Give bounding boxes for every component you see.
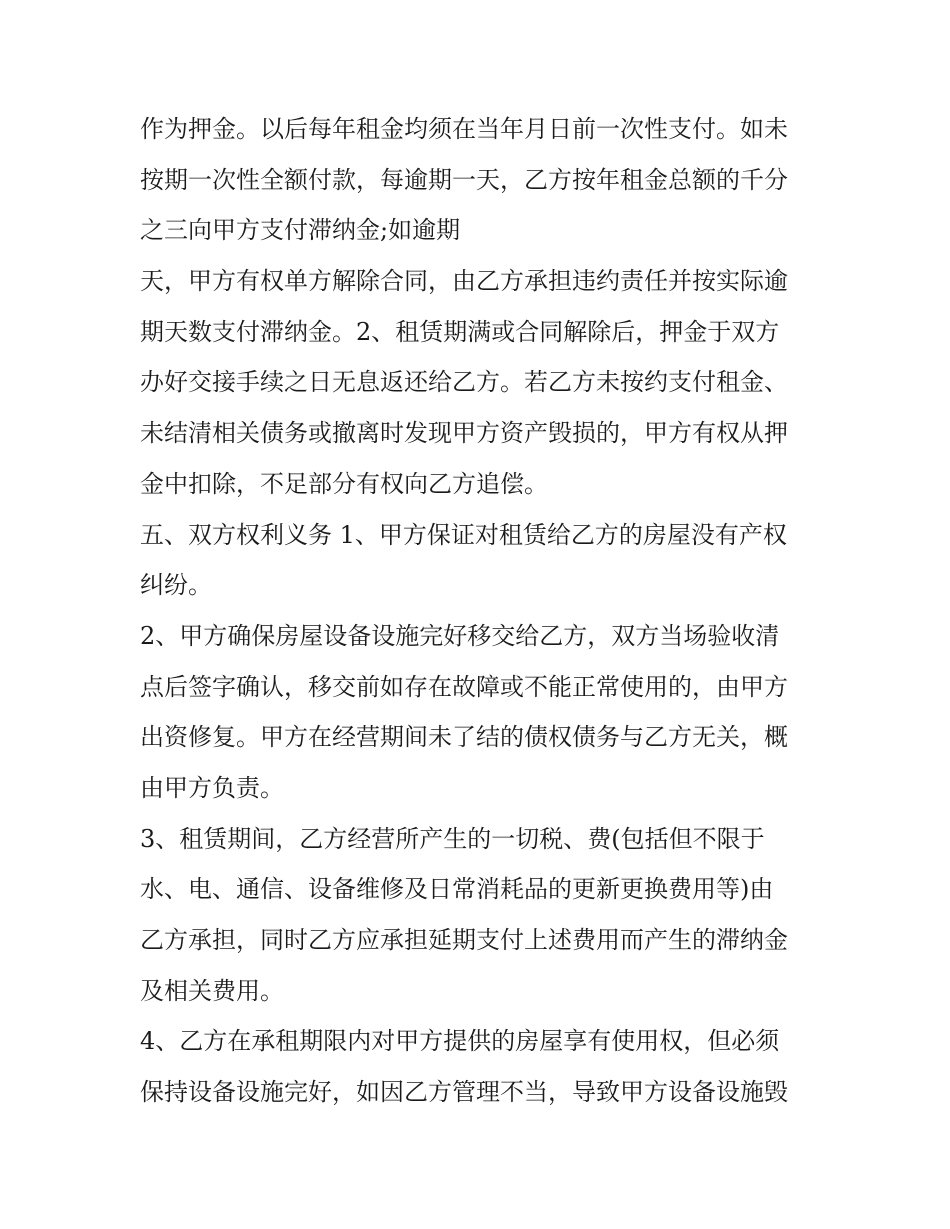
text-line-18: 及相关费用。 (140, 976, 284, 1005)
section-heading-line: 五、双方权利义务 1、甲方保证对租赁给乙方的房屋没有产权 (140, 520, 787, 549)
text-line-4: 天，甲方有权单方解除合同，由乙方承担违约责任并按实际逾 (140, 267, 788, 296)
text-line-1: 作为押金。以后每年租金均须在当年月日前一次性支付。如未 (140, 115, 788, 143)
text-line-7: 未结清相关债务或撤离时发现甲方资产毁损的，甲方有权从押 (140, 419, 788, 448)
text-line-12: 点后签字确认，移交前如存在故障或不能正常使用的，由甲方 (140, 672, 788, 701)
text-line-19: 4、乙方在承租期限内对甲方提供的房屋享有使用权，但必须 (140, 1027, 780, 1056)
text-line-8: 金中扣除，不足部分有权向乙方追偿。 (140, 469, 548, 498)
text-line-13: 出资修复。甲方在经营期间未了结的债权债务与乙方无关，概 (140, 723, 788, 752)
document-body (140, 104, 820, 1118)
text-line-20: 保持设备设施完好，如因乙方管理不当，导致甲方设备设施毁 (140, 1078, 788, 1107)
text-line-6: 办好交接手续之日无息返还给乙方。若乙方未按约支付租金、 (140, 368, 788, 397)
text-line-3: 之三向甲方支付滞纳金;如逾期 (140, 216, 461, 245)
text-line-14: 由甲方负责。 (140, 773, 284, 802)
text-line-15: 3、租赁期间，乙方经营所产生的一切税、费(包括但不限于 (140, 824, 765, 853)
text-line-2: 按期一次性全额付款，每逾期一天，乙方按年租金总额的千分 (140, 165, 788, 194)
text-line-11: 2、甲方确保房屋设备设施完好移交给乙方，双方当场验收清 (140, 621, 780, 650)
text-line-16: 水、电、通信、设备维修及日常消耗品的更新更换费用等)由 (140, 875, 774, 904)
text-line-5: 期天数支付滞纳金。2、租赁期满或合同解除后，押金于双方 (140, 317, 780, 346)
text-line-10: 纠纷。 (140, 571, 212, 600)
text-line-17: 乙方承担，同时乙方应承担延期支付上述费用而产生的滞纳金 (140, 926, 788, 954)
